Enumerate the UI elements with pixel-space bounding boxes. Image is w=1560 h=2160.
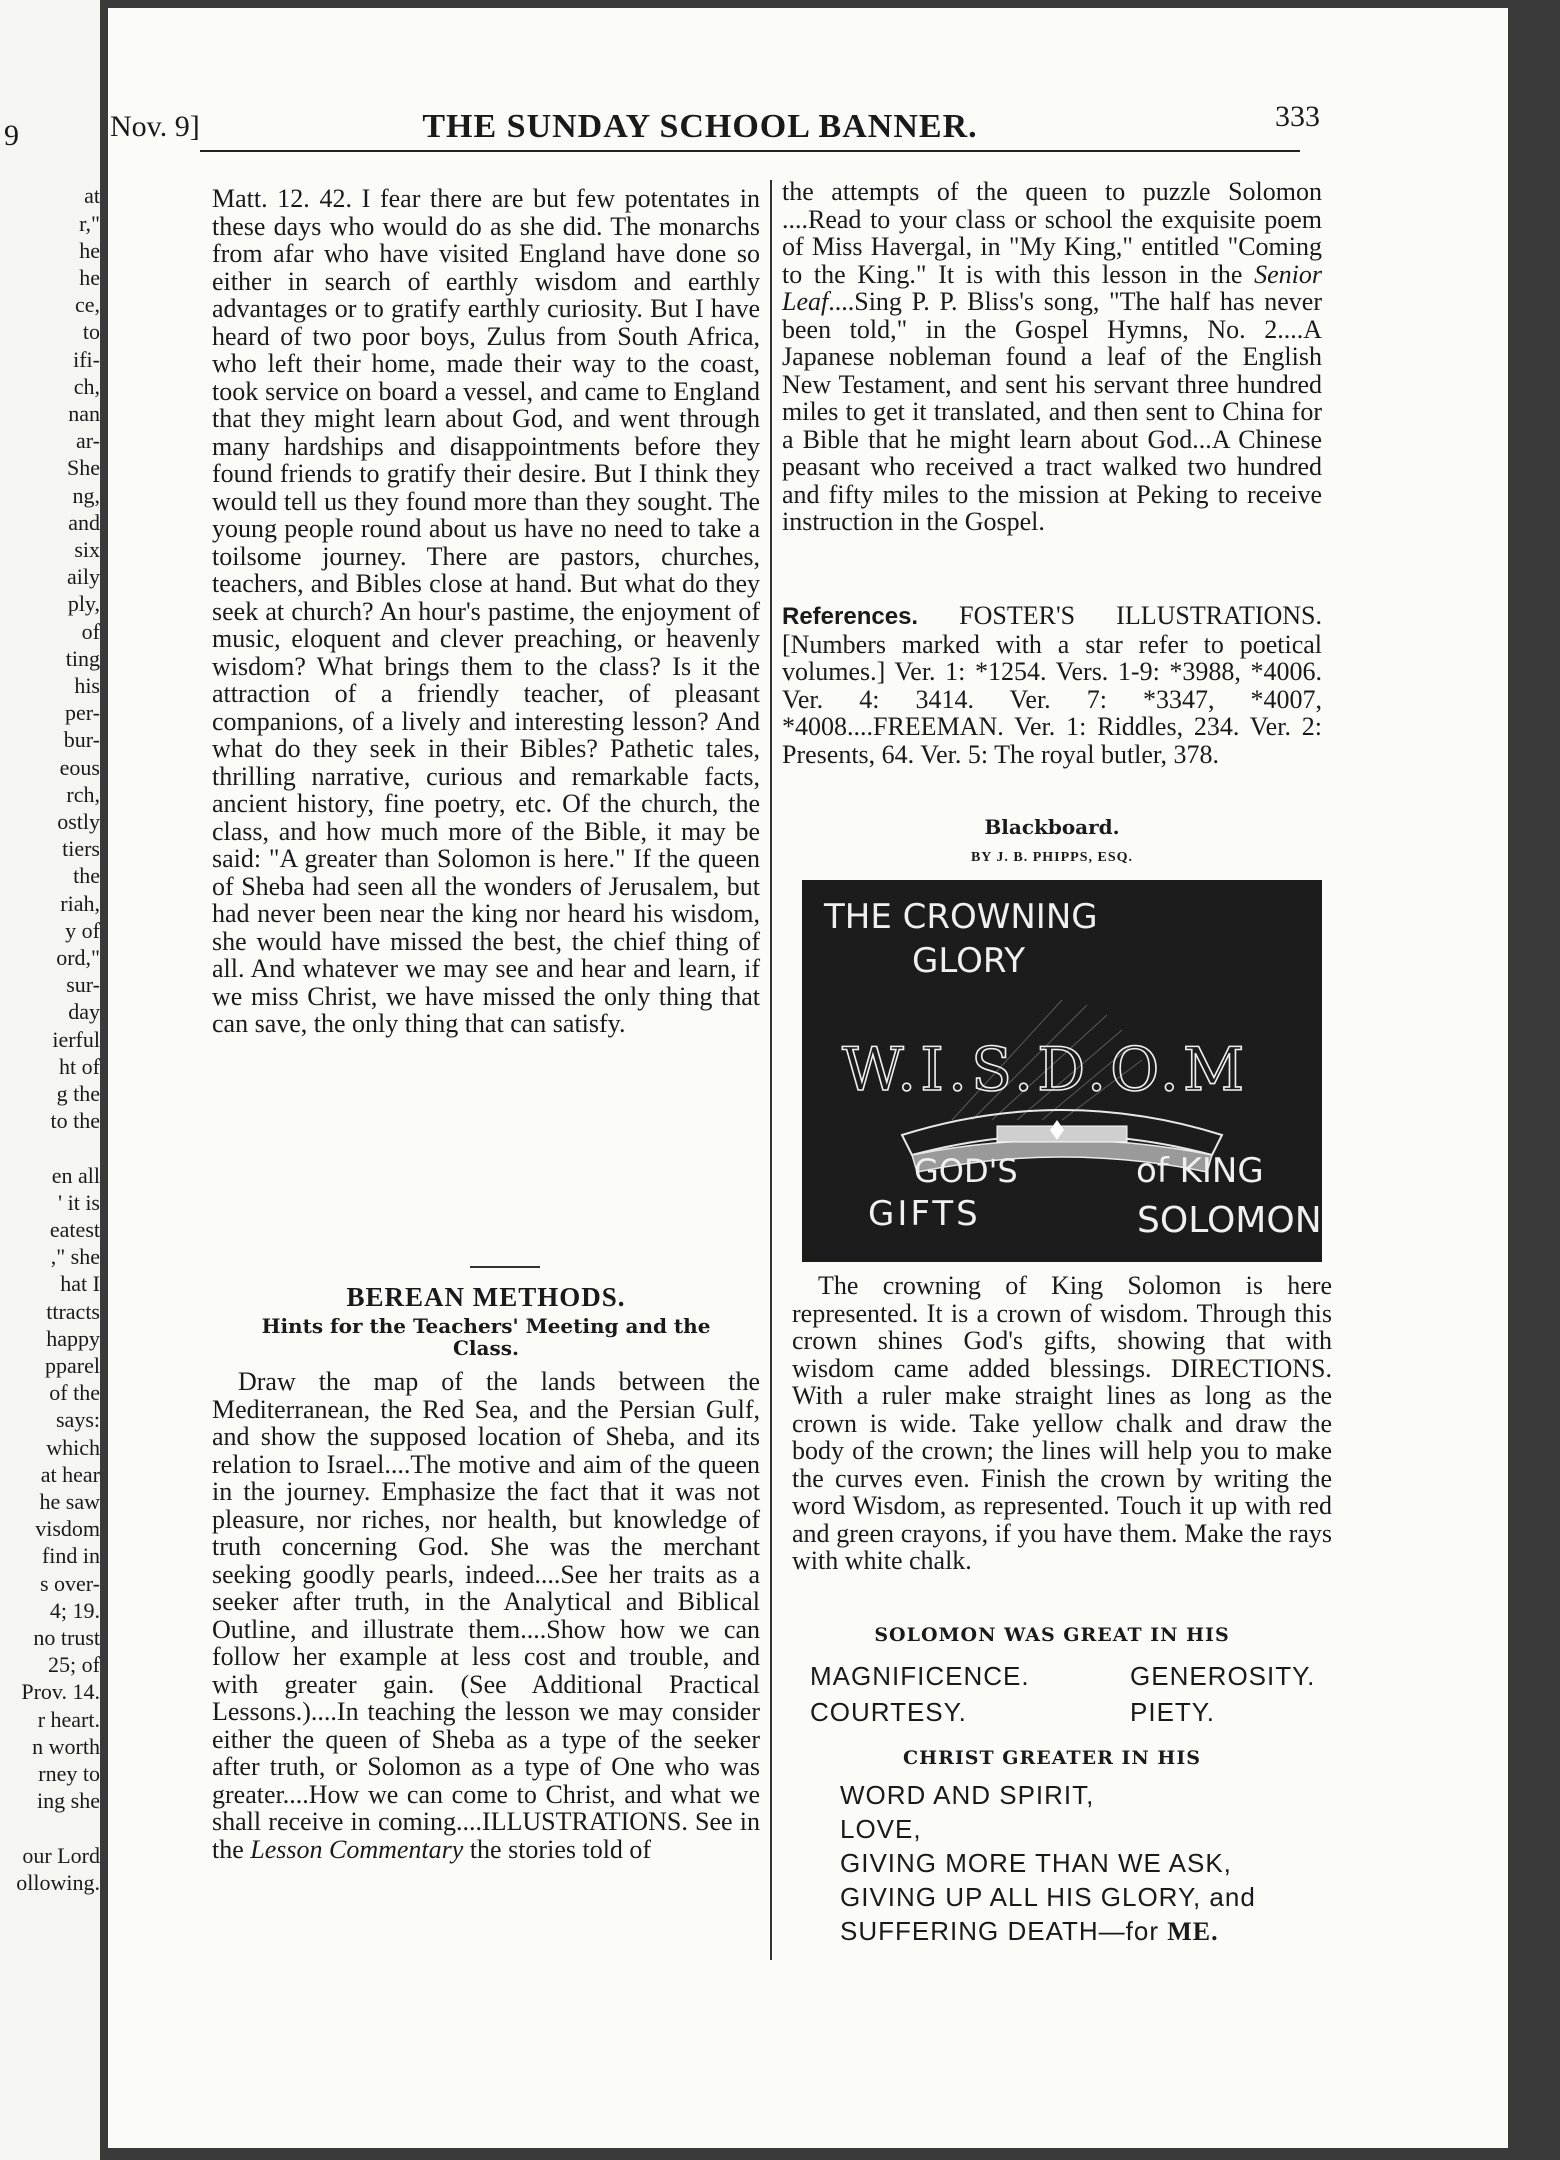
references-label: References. <box>782 603 919 630</box>
left-page-fragment: at <box>84 183 100 209</box>
blackboard-caption <box>792 1272 1332 1575</box>
left-page-fragment: 25; of <box>48 1652 100 1678</box>
left-page-fragment: our Lord <box>22 1842 100 1868</box>
left-page-fragment: at hear <box>40 1461 100 1487</box>
references-text-b: Ver. 1: Riddles, 234. Ver. 2: Presents, 64. Ver. 5: The royal butler, 378. <box>782 712 1322 769</box>
left-page-fragment: Prov. 14. <box>21 1679 100 1705</box>
left-page-fragment: eatest <box>49 1217 100 1242</box>
caption-text-b: With a ruler make straight lines as long as the crown is wide. Take yellow chalk and draw the body of the crown; the lines will help you to make the curves even. Finish the crown by writing the word Wisdom, as represented. Touch it up with red and green crayons, if you have them. Make the rays with white chalk. <box>792 1381 1332 1575</box>
berean-methods-subheading: Hints for the Teachers' Meeting and the Class. <box>261 1314 711 1360</box>
left-page-fragment: ollowing. <box>16 1869 100 1895</box>
blackboard-gods: GOD'S <box>914 1152 1018 1190</box>
christ-item-last <box>840 1914 1320 1949</box>
left-page-fragment: ttracts <box>46 1298 100 1324</box>
left-page-fragment: ch, <box>73 373 100 399</box>
great-item: COURTESY. <box>810 1697 967 1727</box>
left-page-fragment: of <box>81 618 100 644</box>
christ-greater-heading: CHRIST GREATER IN HIS <box>903 1747 1201 1769</box>
left-page-fragment: ifi- <box>73 346 100 372</box>
senior-leaf-title: Senior Leaf <box>782 259 1322 316</box>
left-page-fragment: 9 <box>4 119 19 152</box>
left-page-fragment: ht of <box>59 1053 100 1079</box>
left-page-fragment: rch, <box>66 781 100 807</box>
caption-text: The crowning of King Solomon is here represented. It is a crown of wisdom. Through this crown shines God's gifts, showing that with wisdom came added blessings. <box>792 1271 1332 1383</box>
left-page-fragment: to the <box>50 1108 100 1134</box>
christ-last-text: SUFFERING DEATH—for <box>840 1916 1168 1946</box>
blackboard-line2: GLORY <box>912 941 1026 981</box>
blackboard-solomon: SOLOMON <box>1137 1200 1322 1241</box>
exposition-paragraph: Matt. 12. 42. I fear there are but few potentates in these days who would do as she did. The monarchs from afar who have visited England have done so either in search of earthly wisdom and earthly advantages or to gratify earthly curiosity. But I have heard of two poor boys, Zulus from South Africa, who left their home, made their way to the coast, took service on board a vessel, and came to England that they might learn about God, and went through many hardships and disappointments before they found friends to gratify their desire. But I think they would tell us they found more than they sought. The young people round about us have no need to take a toilsome journey. There are pastors, churches, teachers, and Bibles close at hand. But what do they seek at church? An hour's pastime, the enjoyment of music, eloquent and clever preaching, or heavenly wisdom? What brings them to the class? Is it the attraction of a friendly teacher, of pleasant companions, of a lively and interesting lesson? And what do they seek in their Bibles? Pathetic tales, thrilling narrative, curious and remarkable facts, ancient history, fine poetry, etc. Of the church, the class, and how much more of the Bible, it may be said: "A greater than Solomon is here." If the queen of Sheba had seen all the wonders of Jerusalem, but had never been near the king nor heard his wisdom, she would have missed the best, the chief thing of all. And whatever we may see and hear and learn, if we miss Christ, we have missed the only thing that can save, the only thing that can satisfy. <box>212 184 760 1038</box>
great-item: MAGNIFICENCE. <box>810 1661 1030 1691</box>
christ-item: GIVING UP ALL HIS GLORY, and <box>840 1882 1256 1912</box>
lesson-commentary-title: Lesson Commentary <box>250 1834 464 1864</box>
left-page-fragment: he saw <box>39 1489 100 1514</box>
continued-text-b: ....Sing P. P. Bliss's song, "The half has never been told," in the Gospel Hymns, No. 2....A Japanese nobleman found a leaf of the English New Testament, and sent his servant three hundred miles to get it translated, and then sent to China for a Bible that he might learn about God...A Chinese peasant who received a tract walked two hundred and fifty miles to the mission at Peking to receive instruction in the Gospel. <box>782 287 1322 536</box>
left-page-fragment: sur- <box>66 972 100 998</box>
left-page-fragment: rney to <box>38 1761 100 1786</box>
continued-text: the attempts of the queen to puzzle Solomon ....Read to your class or school the exquisite poem of Miss Havergal, in "My King," entitled "Coming to the King." It is with this lesson in the <box>782 177 1322 289</box>
left-page-fragment: bur- <box>63 727 100 753</box>
left-page-fragment: nan <box>68 401 100 426</box>
left-page-fragment: hat I <box>60 1271 100 1297</box>
left-page-fragment: and <box>68 509 100 535</box>
left-page-fragment: per- <box>65 700 100 726</box>
christ-greater-list <box>840 1778 1320 1949</box>
christ-me: ME. <box>1167 1917 1219 1946</box>
caption-paragraph <box>792 1272 1332 1575</box>
berean-text-c: the stories told of <box>463 1834 652 1864</box>
references-text: [Numbers marked with a star refer to poetical volumes.] Ver. 1: *1254. Vers. 1-9: *3988, *4006. Ver. 4: 3414. Ver. 7: *3347, *4007, *4008.... <box>782 629 1322 741</box>
blackboard-drawing <box>802 880 1322 1262</box>
left-page-fragment: tiers <box>62 836 100 862</box>
berean-paragraph <box>212 1368 760 1863</box>
left-page-fragment: his <box>74 673 100 698</box>
left-page-edge <box>0 0 100 2160</box>
blackboard-gifts: GIFTS <box>868 1194 981 1234</box>
left-page-fragment: he <box>79 237 100 263</box>
left-page-fragment: no trust <box>33 1625 100 1650</box>
left-page-fragment: ng, <box>72 482 100 508</box>
fosters-label: FOSTER'S ILLUSTRATIONS. <box>959 601 1323 630</box>
left-page-fragment: ting <box>65 645 100 671</box>
blackboard-line1: THE CROWNING <box>824 897 1098 937</box>
illustrations-label: ILLUSTRATIONS. <box>481 1807 688 1836</box>
left-page-fragment: find in <box>41 1543 100 1569</box>
left-page-fragment: to <box>82 319 100 345</box>
left-page-fragment: pparel <box>45 1353 100 1378</box>
blackboard-illustration <box>802 880 1322 1262</box>
column-divider <box>770 180 772 1960</box>
references-section <box>782 602 1322 768</box>
left-page-fragment: ord," <box>56 945 100 970</box>
blackboard-wisdom: W.I.S.D.O.M <box>842 1035 1249 1105</box>
berean-methods-body <box>212 1368 760 1863</box>
left-page-fragment: day <box>68 999 100 1025</box>
left-page-fragment: 4; 19. <box>49 1597 100 1623</box>
left-page-fragment: which <box>46 1434 100 1460</box>
directions-label: DIRECTIONS. <box>1170 1353 1332 1383</box>
column-left-text <box>212 185 760 1038</box>
christ-item: GIVING MORE THAN WE ASK, <box>840 1848 1232 1878</box>
left-page-fragment: six <box>74 537 100 562</box>
left-page-fragment: r heart. <box>37 1706 100 1732</box>
christ-item: LOVE, <box>840 1814 922 1844</box>
berean-text: Draw the map of the lands between the Mediterranean, the Red Sea, and the Persian Gulf, and show the supposed location of Sheba, and its relation to Israel....The motive and aim of the queen in the journey. Emphasize the fact that it was not pleasure, nor riches, nor health, but knowledge of truth concerning God. She was the merchant seeking goodly pearls, indeed....See her traits as a seeker after truth, in the Analytical and Biblical Outline, and illustrate them....Show how we can follow her example at less cost and trouble, and with greater gain. (See Additional Practical Lessons.)....In teaching the lesson we may consider either the queen of Sheba as a type of the seeker after truth, or Solomon as a type of One who was greater....How we can come to Christ, and what we shall receive in coming.... <box>212 1367 760 1836</box>
left-page-fragment: ce, <box>74 292 100 318</box>
solomon-great-heading: SOLOMON WAS GREAT IN HIS <box>874 1624 1230 1646</box>
left-page-fragment: the <box>73 863 100 889</box>
left-page-fragment: riah, <box>60 890 100 916</box>
page-number: 333 <box>1275 100 1320 133</box>
continued-paragraph <box>782 178 1322 536</box>
left-page-fragment: eous <box>59 754 100 780</box>
left-page-fragment: visdom <box>35 1516 100 1542</box>
left-page-fragment: g the <box>56 1081 100 1106</box>
christ-item: WORD AND SPIRIT, <box>840 1780 1095 1810</box>
blackboard-heading: Blackboard. <box>984 815 1120 839</box>
great-item: GENEROSITY. <box>1130 1661 1316 1691</box>
left-page-fragment: of the <box>49 1380 100 1406</box>
left-page-fragment: She <box>67 455 100 481</box>
left-page-fragment: he <box>79 265 100 290</box>
left-page-fragment: aily <box>67 564 100 590</box>
left-page-fragment: says: <box>56 1407 100 1433</box>
blackboard-byline: BY J. B. PHIPPS, ESQ. <box>970 850 1134 865</box>
header-rule <box>200 150 1300 152</box>
berean-methods-heading: BEREAN METHODS. <box>346 1282 626 1312</box>
berean-text-b: See in the <box>212 1807 761 1864</box>
blackboard-of-king: of KING <box>1136 1151 1264 1191</box>
left-page-fragment: n worth <box>32 1733 100 1759</box>
journal-title: THE SUNDAY SCHOOL BANNER. <box>422 108 978 145</box>
column-right-text <box>782 178 1322 536</box>
left-page-fragment: r," <box>79 210 100 236</box>
left-page-fragment: en all <box>51 1162 100 1188</box>
left-page-fragment: happy <box>46 1325 100 1351</box>
freeman-label: FREEMAN. <box>873 712 1004 741</box>
left-page-fragment: ' it is <box>58 1189 100 1215</box>
left-page-fragment: ," she <box>50 1244 100 1270</box>
left-page-fragment: ierful <box>52 1026 100 1052</box>
header-date: Nov. 9] <box>110 110 200 143</box>
left-page-fragment: y of <box>65 917 100 943</box>
great-item: PIETY. <box>1130 1697 1216 1727</box>
left-page-fragment: s over- <box>39 1570 100 1596</box>
section-divider <box>470 1266 540 1268</box>
left-page-fragment: ing she <box>37 1788 100 1814</box>
left-page-fragment: ply, <box>67 591 100 617</box>
running-header <box>100 100 1320 150</box>
left-page-fragment: ostly <box>57 809 100 834</box>
left-page-fragment: ar- <box>76 428 100 454</box>
